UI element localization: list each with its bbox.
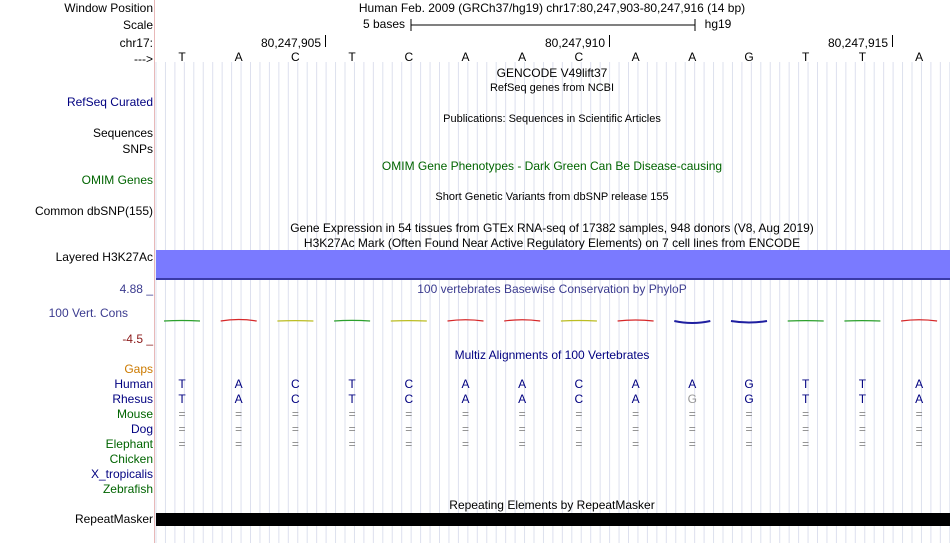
position-label-3: 80,247,915 — [827, 36, 889, 50]
alignment-base: = — [915, 422, 923, 436]
species-label[interactable]: Human — [114, 377, 153, 391]
phylop-mark — [504, 320, 540, 321]
vert-cons-label[interactable]: 100 Vert. Cons — [48, 306, 128, 320]
alignment-base: = — [858, 407, 866, 421]
alignment-base: = — [291, 422, 299, 436]
alignment-base: = — [235, 407, 243, 421]
alignment-base: = — [348, 407, 356, 421]
publications-title: Publications: Sequences in Scientific Articles — [443, 113, 661, 125]
repeatmasker-bar[interactable] — [156, 513, 950, 526]
phylop-max-label: 4.88 _ — [119, 282, 153, 296]
repeatmasker-label[interactable]: RepeatMasker — [74, 512, 153, 526]
base-letter: T — [802, 50, 810, 64]
base-letter: A — [234, 50, 243, 64]
alignment-base: = — [632, 407, 640, 421]
alignment-base: = — [178, 437, 186, 451]
species-label[interactable]: Chicken — [109, 452, 153, 466]
repeatmasker-title: Repeating Elements by RepeatMasker — [449, 498, 655, 512]
alignment-base: = — [518, 437, 526, 451]
alignment-base: G — [744, 392, 754, 406]
alignment-base: = — [348, 437, 356, 451]
refseq-curated-label[interactable]: RefSeq Curated — [66, 95, 153, 109]
alignment-base: = — [405, 437, 413, 451]
position-tick-2 — [609, 35, 610, 47]
phylop-mark — [901, 320, 937, 321]
phylop-mark — [334, 320, 370, 321]
position-tick-1 — [325, 35, 326, 47]
scale-assembly: hg19 — [704, 17, 732, 31]
snps-label[interactable]: SNPs — [122, 142, 153, 156]
base-letter: A — [915, 50, 924, 64]
phylop-mark — [561, 321, 597, 322]
alignment-base: = — [858, 437, 866, 451]
alignment-base: = — [688, 407, 696, 421]
omim-genes-label[interactable]: OMIM Genes — [81, 173, 153, 187]
species-label[interactable]: Dog — [130, 422, 153, 436]
alignment-base: = — [632, 422, 640, 436]
alignment-base: C — [574, 377, 584, 391]
alignment-base: C — [574, 392, 584, 406]
alignment-base: C — [291, 377, 300, 391]
alignment-base: = — [518, 407, 526, 421]
alignment-base: = — [405, 422, 413, 436]
alignment-base: = — [291, 437, 299, 451]
alignment-base: = — [178, 407, 186, 421]
alignment-base: T — [178, 392, 186, 406]
alignment-base: A — [518, 392, 527, 406]
alignment-base: = — [461, 437, 470, 451]
phylop-min-label: -4.5 _ — [122, 332, 153, 346]
gencode-title[interactable]: GENCODE V49lift37 — [496, 66, 608, 80]
alignment-base: = — [348, 422, 356, 436]
alignment-base: = — [745, 422, 753, 436]
chrom-label: chr17: — [119, 36, 153, 50]
alignment-base: T — [858, 377, 867, 391]
alignment-base: = — [518, 422, 526, 436]
alignment-base: A — [234, 377, 243, 391]
alignment-base: = — [745, 407, 753, 421]
alignment-base: = — [178, 422, 186, 436]
phylop-mark — [448, 320, 484, 321]
species-label[interactable]: Elephant — [105, 437, 153, 451]
alignment-base: = — [745, 437, 753, 451]
base-letter: C — [404, 50, 414, 64]
base-letter: A — [631, 50, 640, 64]
alignment-base: = — [802, 407, 810, 421]
species-label[interactable]: X_tropicalis — [90, 467, 153, 481]
gaps-label[interactable]: Gaps — [124, 362, 153, 376]
scale-text: 5 bases — [362, 17, 406, 31]
alignment-base: = — [291, 407, 299, 421]
base-letter: C — [291, 50, 300, 64]
label-divider — [154, 0, 155, 543]
layered-h3k27ac-label[interactable]: Layered H3K27Ac — [55, 250, 153, 264]
base-letter: T — [858, 50, 867, 64]
alignment-base: = — [235, 422, 243, 436]
alignment-base: = — [405, 407, 413, 421]
alignment-base: = — [575, 407, 583, 421]
scale-bar — [410, 18, 698, 32]
phylop-mark — [618, 320, 654, 321]
base-letter: A — [688, 50, 697, 64]
base-letter: T — [178, 50, 186, 64]
alignment-base: G — [687, 392, 697, 406]
base-letter: C — [574, 50, 584, 64]
alignment-base: A — [631, 392, 640, 406]
alignment-base: A — [915, 377, 924, 391]
species-label[interactable]: Zebrafish — [102, 482, 153, 496]
alignment-base: C — [291, 392, 300, 406]
phylop-mark — [164, 321, 200, 322]
window-position-value[interactable]: Human Feb. 2009 (GRCh37/hg19) chr17:80,247,903-80,247,916 (14 bp) — [358, 1, 746, 15]
alignment-base: A — [518, 377, 527, 391]
species-label[interactable]: Rhesus — [112, 392, 153, 406]
strand-label: ---> — [134, 52, 153, 66]
alignment-base: C — [404, 377, 414, 391]
alignment-base: T — [858, 392, 867, 406]
alignment-base: A — [461, 392, 470, 406]
alignment-base: T — [348, 377, 356, 391]
alignment-base: = — [575, 437, 583, 451]
alignment-base: = — [575, 422, 583, 436]
base-letter: A — [461, 50, 470, 64]
alignment-base: T — [178, 377, 186, 391]
refseq-subtitle: RefSeq genes from NCBI — [489, 82, 615, 94]
species-label[interactable]: Mouse — [116, 407, 153, 421]
base-letter: G — [744, 50, 754, 64]
alignment-base: T — [348, 392, 356, 406]
base-letter: T — [348, 50, 356, 64]
phylop-mark — [674, 321, 710, 323]
sequences-label[interactable]: Sequences — [92, 126, 153, 140]
h3k27ac-signal-bar[interactable] — [156, 250, 950, 280]
alignment-base: = — [688, 422, 696, 436]
alignment-base: A — [915, 392, 924, 406]
alignment-base: = — [915, 407, 923, 421]
omim-title: OMIM Gene Phenotypes - Dark Green Can Be Disease-causing — [381, 159, 723, 173]
phylop-mark — [731, 321, 767, 323]
position-label-1: 80,247,905 — [260, 36, 322, 50]
alignment-base: = — [235, 437, 243, 451]
alignment-base: = — [802, 422, 810, 436]
alignment-base: = — [632, 437, 640, 451]
position-label-2: 80,247,910 — [544, 36, 606, 50]
scale-label: Scale — [122, 18, 153, 32]
phylop-title: 100 vertebrates Basewise Conservation by PhyloP — [417, 282, 687, 296]
alignment-base: A — [688, 377, 697, 391]
position-tick-3 — [892, 35, 893, 47]
dbsnp-title: Short Genetic Variants from dbSNP release 155 — [435, 191, 669, 203]
alignment-base: = — [461, 407, 470, 421]
alignment-base: = — [461, 422, 470, 436]
alignment-base: C — [404, 392, 414, 406]
base-letter: A — [518, 50, 527, 64]
alignment-base: T — [802, 377, 810, 391]
h3k27-title: H3K27Ac Mark (Often Found Near Active Regulatory Elements) on 7 cell lines from ENCODE — [303, 236, 801, 250]
gtex-title: Gene Expression in 54 tissues from GTEx RNA-seq of 17382 samples, 948 donors (V8, Aug 2019) — [290, 221, 814, 235]
alignment-base: A — [631, 377, 640, 391]
window-position-label: Window Position — [64, 1, 153, 15]
alignment-base: T — [802, 392, 810, 406]
alignment-base: = — [915, 437, 923, 451]
alignment-base: = — [688, 437, 696, 451]
alignment-base: = — [858, 422, 866, 436]
alignment-base: = — [802, 437, 810, 451]
phylop-mark — [221, 320, 257, 322]
multiz-title: Multiz Alignments of 100 Vertebrates — [454, 348, 650, 362]
alignment-base: A — [234, 392, 243, 406]
alignment-base: A — [461, 377, 470, 391]
common-dbsnp-label[interactable]: Common dbSNP(155) — [34, 204, 153, 218]
alignment-base: G — [744, 377, 754, 391]
